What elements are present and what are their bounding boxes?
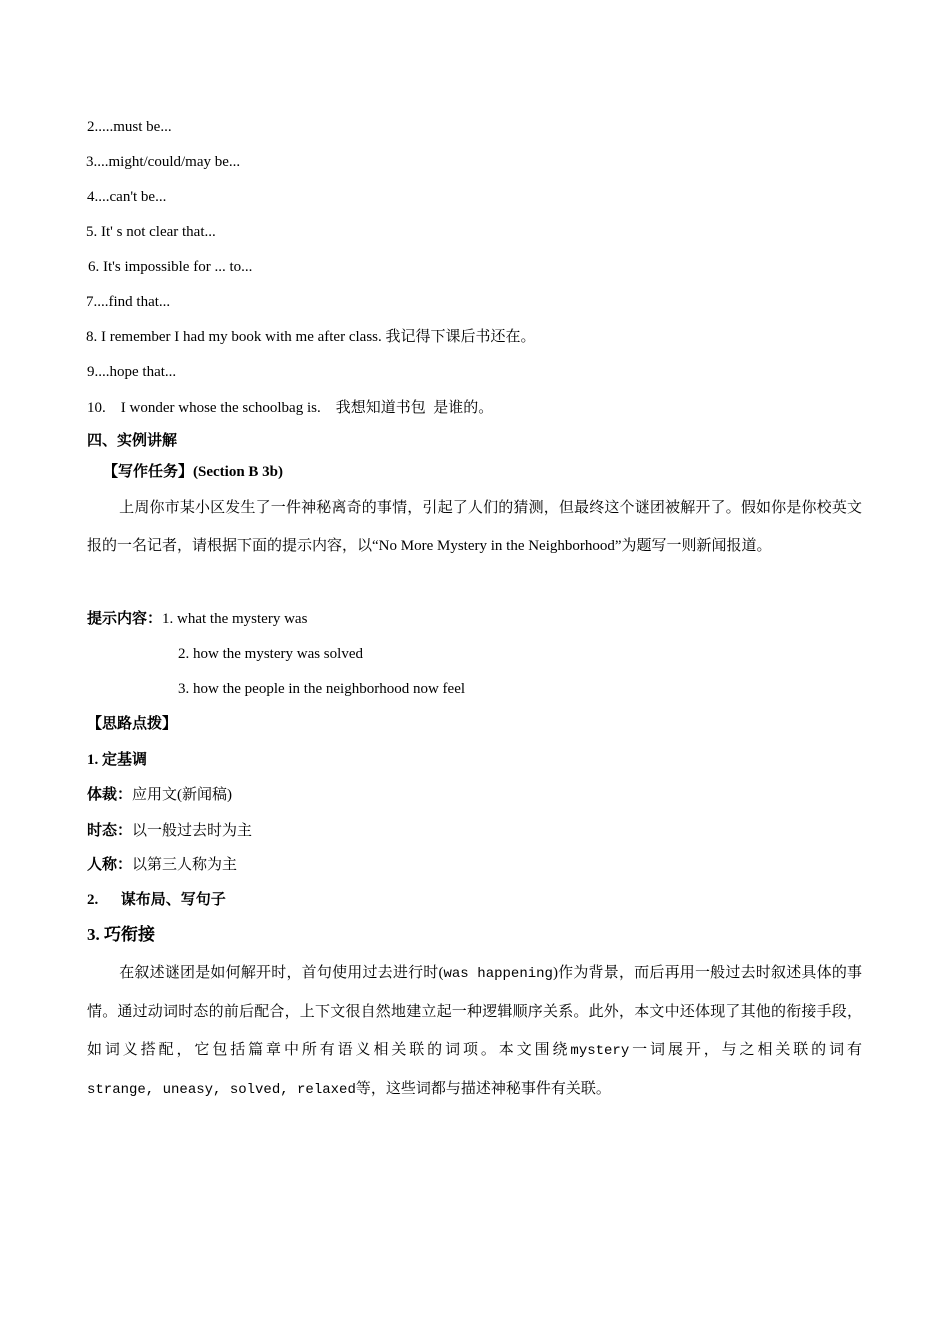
phrase-line: 4....can't be... <box>87 189 167 205</box>
hint-item: 3. how the people in the neighborhood now feel <box>178 681 466 697</box>
person-line: 人称：以第三人称为主 <box>87 857 238 873</box>
step-2-heading: 2. 谋布局、写句子 <box>87 892 226 908</box>
phrase-line: 3....might/could/may be... <box>86 154 241 170</box>
hints-line: 提示内容：1. what the mystery was <box>87 611 308 627</box>
hints-label: 提示内容： <box>87 611 163 627</box>
writing-task-text: 上周你市某小区发生了一件神秘离奇的事情，引起了人们的猜测，但最终这个谜团被解开了。假如你是你校英文报的一名记者，请根据下面的提示内容，以“No More Mystery in the Neighborhood”为题写一则新闻报道。 <box>87 500 862 554</box>
phrase-line: 9....hope that... <box>87 364 177 380</box>
hint-item: 2. how the mystery was solved <box>178 646 363 662</box>
phrase-line: 10. I wonder whose the schoolbag is. 我想知道书包 是谁的。 <box>87 400 494 416</box>
cohesion-paragraph: 在叙述谜团是如何解开时，首句使用过去进行时(was happening)作为背景，而后再用一般过去时叙述具体的事情。通过动词时态的前后配合，上下文很自然地建立起一种逻辑顺序关系。此外，本文中还体现了其他的衔接手段，如词义搭配，它包括篇章中所有语义相关联的词项。本文围绕mystery一词展开，与之相关联的词有strange, uneasy, solved, relaxed等，这些词都与描述神秘事件有关联。 <box>87 965 863 1098</box>
phrase-line: 6. It's impossible for ... to... <box>88 259 253 275</box>
phrase-line: 8. I remember I had my book with me after class. 我记得下课后书还在。 <box>86 329 536 345</box>
writing-task-label: 【写作任务】(Section B 3b) <box>103 464 284 480</box>
step-3-heading: 3. 巧衔接 <box>87 925 155 944</box>
tips-heading: 【思路点拨】 <box>87 716 178 732</box>
genre-line: 体裁：应用文(新闻稿) <box>87 787 233 803</box>
section-heading: 四、实例讲解 <box>87 433 178 449</box>
step-1-heading: 1. 定基调 <box>87 752 148 768</box>
phrase-line: 7....find that... <box>86 294 171 310</box>
phrase-line: 5. It' s not clear that... <box>86 224 216 240</box>
phrase-line: 2.....must be... <box>87 119 172 135</box>
tense-line: 时态：以一般过去时为主 <box>87 823 253 839</box>
